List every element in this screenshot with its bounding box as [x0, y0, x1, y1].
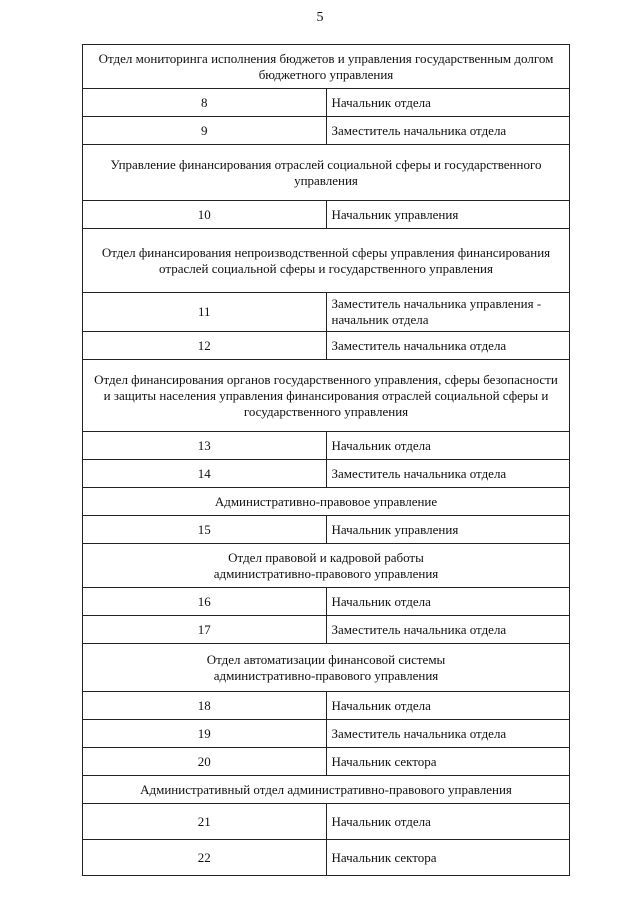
position-title: Заместитель начальника отдела [326, 720, 570, 748]
row-number: 14 [83, 460, 327, 488]
section-title: Отдел финансирования органов государственного управления, сферы безопасности и защиты населения управления финансирования отраслей социальной сферы и государственного управления [83, 360, 570, 432]
position-row [83, 748, 570, 776]
positions-table-body [83, 45, 570, 876]
position-row [83, 432, 570, 460]
section-row [83, 776, 570, 804]
section-title: Административный отдел административно-правового управления [83, 776, 570, 804]
position-title: Начальник отдела [326, 692, 570, 720]
row-number: 11 [83, 293, 327, 332]
position-title: Начальник отдела [326, 804, 570, 840]
row-number: 21 [83, 804, 327, 840]
section-row [83, 488, 570, 516]
position-title: Начальник отдела [326, 89, 570, 117]
position-row [83, 201, 570, 229]
row-number: 9 [83, 117, 327, 145]
row-number: 22 [83, 840, 327, 876]
position-title: Начальник управления [326, 516, 570, 544]
row-number: 10 [83, 201, 327, 229]
row-number: 17 [83, 616, 327, 644]
position-title: Начальник отдела [326, 432, 570, 460]
position-row [83, 840, 570, 876]
position-title: Заместитель начальника отдела [326, 460, 570, 488]
section-row [83, 644, 570, 692]
position-row [83, 616, 570, 644]
position-title: Заместитель начальника отдела [326, 616, 570, 644]
section-row [83, 145, 570, 201]
position-row [83, 89, 570, 117]
position-title: Заместитель начальника управления - начальник отдела [326, 293, 570, 332]
position-row [83, 692, 570, 720]
section-row [83, 45, 570, 89]
row-number: 12 [83, 332, 327, 360]
position-row [83, 720, 570, 748]
position-title: Заместитель начальника отдела [326, 332, 570, 360]
row-number: 8 [83, 89, 327, 117]
section-title: Управление финансирования отраслей социальной сферы и государственного управления [83, 145, 570, 201]
section-row [83, 360, 570, 432]
position-row [83, 117, 570, 145]
position-row [83, 804, 570, 840]
position-title: Заместитель начальника отдела [326, 117, 570, 145]
position-title: Начальник отдела [326, 588, 570, 616]
section-title: Отдел мониторинга исполнения бюджетов и управления государственным долгом бюджетного управления [83, 45, 570, 89]
section-title: Отдел финансирования непроизводственной сферы управления финансирования отраслей социальной сферы и государственного управления [83, 229, 570, 293]
position-row [83, 293, 570, 332]
position-row [83, 460, 570, 488]
positions-table [82, 44, 570, 876]
row-number: 18 [83, 692, 327, 720]
row-number: 19 [83, 720, 327, 748]
row-number: 16 [83, 588, 327, 616]
position-row [83, 588, 570, 616]
row-number: 13 [83, 432, 327, 460]
row-number: 20 [83, 748, 327, 776]
page-number: 5 [316, 10, 324, 25]
section-title: Отдел автоматизации финансовой системы административно-правового управления [83, 644, 570, 692]
position-row [83, 516, 570, 544]
section-row [83, 229, 570, 293]
position-title: Начальник сектора [326, 840, 570, 876]
position-title: Начальник управления [326, 201, 570, 229]
position-title: Начальник сектора [326, 748, 570, 776]
section-title: Административно-правовое управление [83, 488, 570, 516]
position-row [83, 332, 570, 360]
row-number: 15 [83, 516, 327, 544]
section-title: Отдел правовой и кадровой работы административно-правового управления [83, 544, 570, 588]
section-row [83, 544, 570, 588]
